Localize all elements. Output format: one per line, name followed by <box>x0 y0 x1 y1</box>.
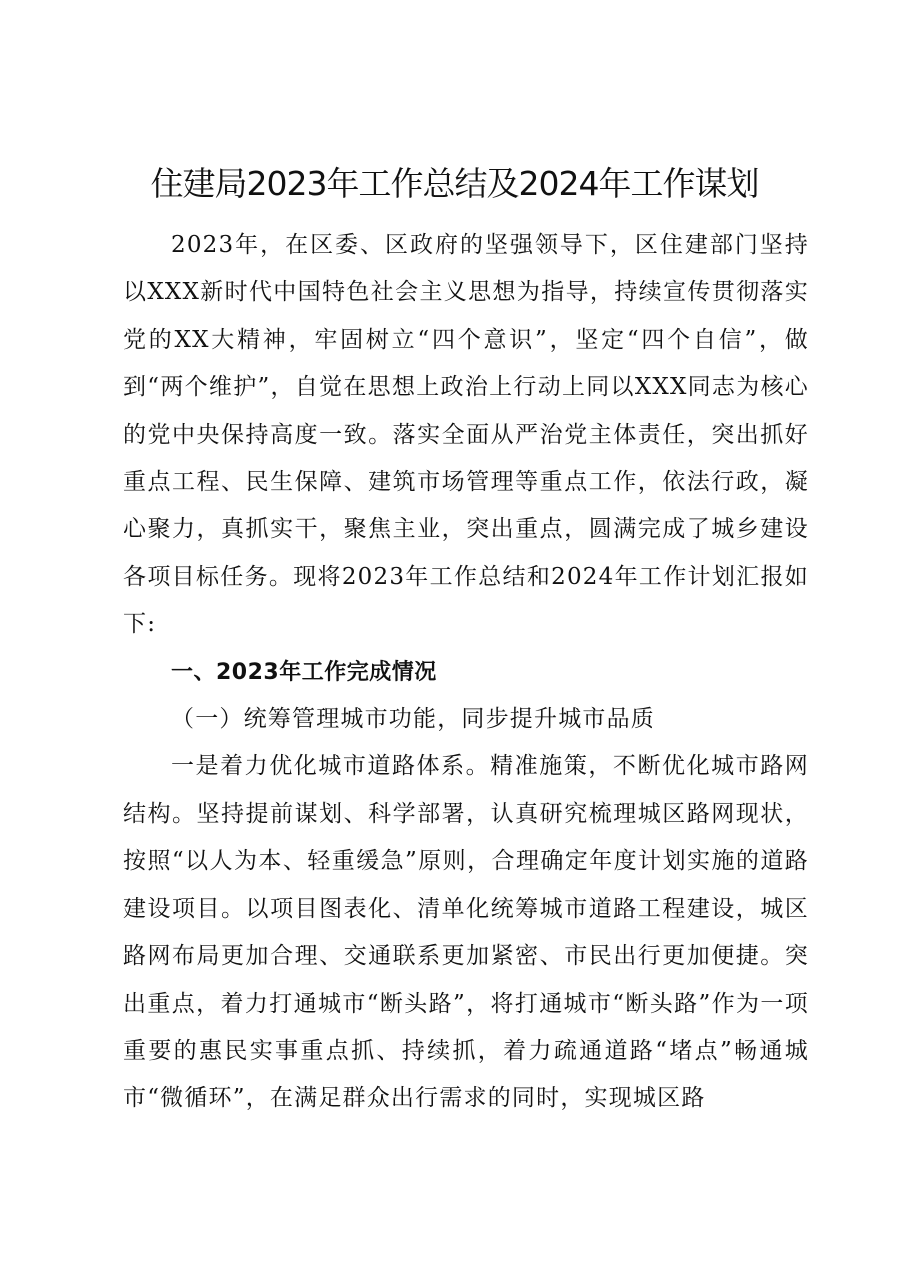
document-title: 住建局2023年工作总结及2024年工作谋划 <box>150 164 759 203</box>
intro-paragraph: 2023年，在区委、区政府的坚强领导下，区住建部门坚持以XXX新时代中国特色社会主义思想为指导，持续宣传贯彻落实党的XX大精神，牢固树立“四个意识”，坚定“四个自信”，做到“两个维护”，自觉在思想上政治上行动上同以XXX同志为核心的党中央保持高度一致。落实全面从严治党主体责任，突出抓好重点工程、民生保障、建筑市场管理等重点工作，依法行政，凝心聚力，真抓实干，聚焦主业，突出重点，圆满完成了城乡建设各项目标任务。现将2023年工作总结和2024年工作计划汇报如下: <box>123 232 809 638</box>
document-body <box>123 222 809 1123</box>
subsection-heading: （一）统筹管理城市功能，同步提升城市品质 <box>171 706 655 733</box>
body-paragraph: 一是着力优化城市道路体系。精准施策，不断优化城市路网结构。坚持提前谋划、科学部署，认真研究梳理城区路网现状，按照“以人为本、轻重缓急”原则，合理确定年度计划实施的道路建设项目。以项目图表化、清单化统筹城市道路工程建设，城区路网布局更加合理、交通联系更加紧密、市民出行更加便捷。突出重点，着力打通城市“断头路”，将打通城市“断头路”作为一项重要的惠民实事重点抓、持续抓，着力疏通道路“堵点”畅通城市“微循环”，在满足群众出行需求的同时，实现城区路 <box>123 753 809 1112</box>
section-heading: 一、2023年工作完成情况 <box>171 659 437 685</box>
